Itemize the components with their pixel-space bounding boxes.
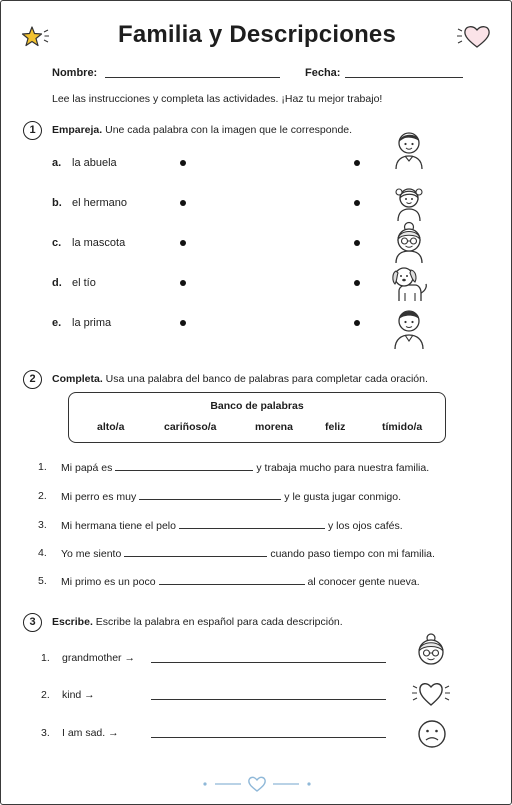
match-word: el tío [72,277,96,289]
heart-icon [411,678,451,710]
sentence-end: y le gusta jugar conmigo. [284,491,402,503]
item-prompt: kind → [62,689,95,701]
blank-field[interactable] [179,519,325,529]
bank-word: feliz [325,421,346,433]
match-dot-right[interactable] [354,280,360,286]
match-dot-right[interactable] [354,160,360,166]
item-number: 1. [41,652,50,664]
footer-heart-ornament [201,774,313,794]
section-3-heading-text: Escribe la palabra en español para cada descripción. [92,616,343,628]
boy-icon [391,129,427,169]
sentence-number: 5. [38,575,47,587]
match-dot-left[interactable] [180,160,186,166]
word-bank [68,392,446,443]
dog-icon [389,265,429,303]
name-label: Nombre: [52,67,98,79]
match-letter: a. [52,157,62,169]
sentence-end: cuando paso tiempo con mi familia. [270,548,435,560]
sentence [61,547,435,560]
match-dot-left[interactable] [180,280,186,286]
sentence [61,575,420,588]
sentence-number: 3. [38,519,47,531]
word-bank-title: Banco de palabras [210,400,304,412]
answer-field[interactable] [151,662,386,663]
sentence-end: al conocer gente nueva. [307,576,420,588]
sentence-number: 2. [38,490,47,502]
match-word: el hermano [72,197,128,209]
date-label: Fecha: [305,67,341,79]
blank-field[interactable] [124,547,267,557]
sentence [61,490,401,503]
match-dot-right[interactable] [354,200,360,206]
match-letter: b. [52,197,62,209]
date-field[interactable] [345,77,463,78]
blank-field[interactable] [139,490,281,500]
match-letter: c. [52,237,62,249]
name-field[interactable] [105,77,280,78]
sentence-end: y los ojos cafés. [327,520,403,532]
item-prompt: I am sad. → [62,727,119,739]
sentence-start: Mi hermana tiene el pelo [61,520,176,532]
item-number: 2. [41,689,50,701]
match-letter: d. [52,277,62,289]
bank-word: tímido/a [382,421,423,433]
sentence-end: y trabaja mucho para nuestra familia. [256,462,430,474]
blank-field[interactable] [159,575,305,585]
match-dot-right[interactable] [354,240,360,246]
match-dot-left[interactable] [180,320,186,326]
instructions: Lee las instrucciones y completa las actividades. ¡Haz tu mejor trabajo! [52,93,383,105]
item-number: 3. [41,727,50,739]
section-1-heading [52,124,352,136]
answer-field[interactable] [151,699,386,700]
section-3-heading-bold: Escribe. [52,616,93,628]
sentence-start: Yo me siento [61,548,122,560]
sentence [61,461,429,474]
match-dot-left[interactable] [180,200,186,206]
girl-icon [391,181,427,221]
match-dot-left[interactable] [180,240,186,246]
bank-word: cariñoso/a [164,421,217,433]
bank-word: alto/a [97,421,125,433]
section-2-heading-text: Usa una palabra del banco de palabras para completar cada oración. [102,373,428,385]
section-number-3: 3 [23,613,42,632]
sentence [61,519,403,532]
section-2-heading-bold: Completa. [52,373,103,385]
section-2-heading [52,373,428,385]
man-icon [391,305,427,349]
blank-field[interactable] [115,461,253,471]
match-word: la mascota [72,237,126,249]
match-letter: e. [52,317,62,329]
match-dot-right[interactable] [354,320,360,326]
section-1-heading-bold: Empareja. [52,124,103,136]
section-3-heading [52,616,343,628]
sad-face-icon [417,719,447,749]
section-number-1: 1 [23,121,42,140]
sentence-start: Mi papá es [61,462,113,474]
match-word: la prima [72,317,112,329]
item-prompt: grandmother → [62,652,135,664]
grandmother-icon [413,633,449,671]
sentence-start: Mi primo es un poco [61,576,156,588]
page-title: Familia y Descripciones [117,21,397,48]
sentence-number: 1. [38,461,47,473]
bank-word: morena [255,421,293,433]
sentence-number: 4. [38,547,47,559]
answer-field[interactable] [151,737,386,738]
sentence-start: Mi perro es muy [61,491,137,503]
section-1-heading-text: Une cada palabra con la imagen que le corresponde. [102,124,353,136]
grandmother-icon [389,221,429,263]
section-number-2: 2 [23,370,42,389]
match-word: la abuela [72,157,117,169]
